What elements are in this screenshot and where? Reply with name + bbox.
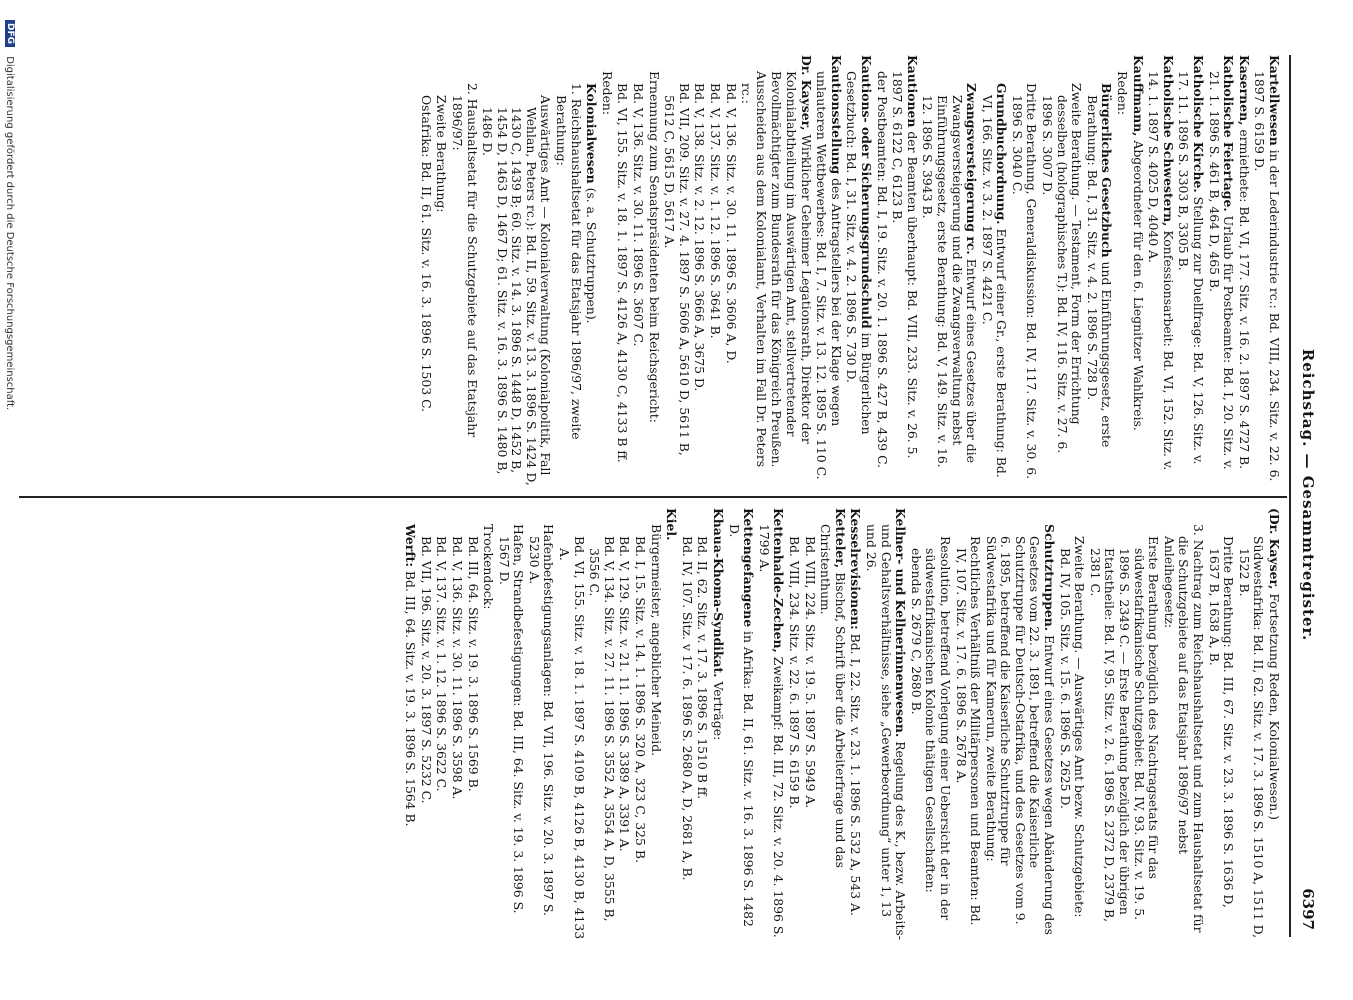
register-entry [848, 508, 863, 940]
entry-keyword: Kesselrevisionen: [848, 508, 864, 630]
register-entry [646, 55, 661, 487]
page-header [1293, 60, 1317, 930]
register-entry [1176, 55, 1205, 487]
register-entry [449, 55, 478, 487]
entry-text: Bd. IV, 107. Sitz. v 17. 6. 1896 S. 2680 A, D, 2681 A, B. [679, 536, 695, 881]
entry-keyword: Kartellwesen [1267, 55, 1282, 146]
entry-keyword: Bürgerliches Gesetzbuch [1099, 83, 1115, 258]
register-entry [554, 55, 583, 487]
entry-text: Reden: [599, 71, 615, 116]
entry-text: Ostafrika: Bd. II, 61. Sitz. v. 16. 3. 1896 S. 1503 C. [418, 95, 434, 413]
entry-text: Wirklicher Geheimer Legationsrath, Direktor der Kolonialabtheilung im Auswärtigen Amt, stellvertretender Bevollmächtigter zum Bundesrath für das Königreich Preußen. [769, 71, 814, 468]
entry-text: Entwurf einer Gr., erste Berathung: Bd. VI, 166. Sitz. v. 3. 2. 1897 S. 4421 C. [979, 95, 1010, 478]
register-entry [465, 508, 480, 940]
entry-text: Regelung des K., bezw. Arbeits- und Gehaltsverhältnisse, siehe „Gewerbeordnung“ unter 1, 13 und 26. [863, 524, 909, 940]
entry-text: Erste Berathung bezüglich des Nachtragsetats für das südwestafrikanische Schutzgebiet: Bd. IV, 93. Sitz. v. 19. 5. 1896 S. 2349 C. — Erste Berathung bezüglich der übrigen Etatstheile: Bd. IV, 95. Sitz. v. 2. 6. 1896 S. 2372 D, 2379 B, 2381 C. [1087, 536, 1162, 923]
right-column [402, 508, 1281, 940]
register-entry [557, 508, 586, 940]
register-entry [599, 55, 614, 487]
register-entry [617, 508, 632, 940]
entry-keyword: Dr. Kayser, [798, 55, 814, 131]
entry-text: 3. Nachtrag zum Reichshaushaltsetat und zum Haushaltsetat für die Schutzgebiete auf das Etatsjahr 1896/97 nebst Anleihegesetz: [1161, 524, 1207, 933]
register-entry [908, 508, 952, 940]
register-entry [418, 508, 433, 940]
register-entry [756, 508, 785, 940]
entry-keyword: Katholische Feiertage. [1221, 55, 1237, 212]
register-entry [723, 55, 738, 487]
entry-text: Auswärtiges Amt — Kolonialverwaltung (Kolonialpolitik, Fall Wehlan, Peters rc.): Bd. II, 59. Sitz. v. 13. 3. 1896 S. 1424 D, 1430 C, 1439 B; 60. Sitz. v. 14. 3. 1896 S. 1448 D, 1452 B, 1454 D, 1463 D, 1467 D; 61. Sitz. v. 16. 3. 1896 S. 1480 B, 1486 D. [480, 95, 554, 486]
entry-text: Trockendock: [481, 524, 497, 610]
register-entry [584, 55, 599, 487]
entry-text: Bd. I, 15. Sitz. v. 14. 1. 1896 S. 320 A, 323 C, 325 B. [633, 536, 649, 863]
entry-keyword: Katholische Kirche. [1191, 55, 1207, 193]
entry-keyword: Kasernen, [1236, 55, 1252, 126]
entry-text: in Afrika: Bd. II, 61. Sitz. v. 16. 3. 1896 S. 1482 D. [726, 524, 757, 927]
register-entry [1130, 55, 1145, 487]
register-entry [1206, 508, 1235, 940]
entry-text: Ausscheiden aus dem Kolonialamt, Verhalten im Fall Dr. Peters rc.: [739, 71, 769, 468]
register-entry [662, 55, 691, 487]
entry-text: Hafen, Strandbefestigungen: Bd. III, 64. Sitz. v. 19. 3. 1896 S. 1567 D. [496, 524, 527, 914]
register-entry [695, 508, 710, 940]
register-entry [802, 508, 817, 940]
register-entry [615, 55, 630, 487]
entry-keyword: Kautions- oder Sicherungsgrundschuld [858, 55, 874, 329]
entry-text: Bd. VII, 196. Sitz. v. 20. 3. 1897 S. 5232 C. [418, 536, 434, 804]
register-entry [844, 55, 873, 487]
entry-text: Dritte Berathung, Generaldiskussion: Bd. IV, 117. Sitz. v. 30. 6. 1896 S. 3040 C. [1009, 83, 1040, 480]
register-entry [710, 508, 725, 940]
entry-text: Zweite Berathung. — Testament, Form der Errichtung desselben (holographisches T.): Bd. IV, 116. Sitz. v. 27. 6. 1896 S. 3007 D. [1040, 83, 1085, 454]
entry-text: 2. Haushaltsetat für die Schutzgebiete auf das Etatsjahr 1896/97: [449, 83, 480, 438]
entry-text: Bd. III, 64. Sitz. v. 19. 3. 1896 S. 1569 B. [465, 536, 481, 792]
register-entry [814, 55, 843, 487]
register-entry [496, 508, 525, 940]
entry-text: und Einführungsgesetz, erste Berathung: Bd. I, 31. Sitz. v. 4. 2. 1896 S. 728 D. [1084, 95, 1115, 448]
entry-text: Ernennung zum Senatspräsidenten beim Reichsgericht: [646, 71, 662, 423]
register-entry [630, 55, 645, 487]
page-title: Reichstag. — Gesammtregister. [1299, 348, 1317, 642]
entry-text: Bd. VIII, 234. Sitz. v. 22. 6. 1897 S. 6159 B. [787, 536, 802, 809]
register-entry [890, 55, 919, 487]
entry-text: Reden: [1115, 71, 1131, 116]
register-entry [1040, 55, 1084, 487]
entry-text: der Postbeamten: Bd. I, 19. Sitz. v. 20. 1. 1896 S. 427 B, 439 C. [874, 71, 890, 469]
register-entry [664, 508, 679, 940]
entry-keyword: Kiel. [664, 508, 680, 541]
entry-keyword: Kettenhalde-Zechen, [771, 508, 787, 653]
entry-text: Bd. V, 136. Sitz. v. 30. 11. 1896 S. 3607 C. [631, 83, 647, 347]
entry-keyword: Grundbuchordnung. [994, 83, 1010, 225]
entry-text: Bd. I, 22. Sitz. v. 23. 1. 1896 S. 532 A, 543 A. [848, 633, 864, 916]
register-entry [707, 55, 722, 487]
register-entry [769, 55, 813, 487]
register-entry [434, 55, 449, 487]
column-divider [19, 496, 1287, 498]
entry-text: 1. Reichshaushaltsetat für das Etatsjahr 1896/97, zweite Berathung: [554, 83, 584, 440]
entry-keyword: Kautionen [904, 55, 920, 128]
entry-text: Zweite Berathung: [434, 95, 450, 213]
entry-keyword: Schutztruppen. [1042, 524, 1058, 632]
entry-text: Fortsetzung Reden, Kolonialwesen.) [1267, 593, 1282, 820]
entry-text: Bd. V, 129. Sitz. v. 21. 11. 1896 S. 3389 A, 3391 A. [617, 536, 633, 852]
register-entry [1236, 55, 1251, 487]
entry-text: Bischof, Schrift über die Arbeiterfrage und das Christenthum. [818, 524, 848, 869]
entry-text: Resolution, betreffend Vorlegung einer Uebersicht der in der südwestafrikanischen Kolonie thätigen Gesellschaften: ebenda S. 2679 C, 2680 B. [908, 536, 953, 921]
register-entry [818, 508, 847, 940]
entry-text: Rechtliches Verhältniß der Militärpersonen und Beamten: Bd. IV, 107. Sitz. v. 17. 6. 1896 S. 2678 A. [953, 536, 984, 926]
entry-text: Entwurf eines Gesetzes über die Zwangsversteigerung und die Zwangsverwaltung nebst Einführungsgesetz, erste Berathung: Bd. V, 149. Sitz. v. 16. 12. 1896 S. 3943 B. [920, 95, 980, 468]
register-entry [1087, 508, 1160, 940]
entry-text: in der Lederindustrie rc.: Bd. VIII, 234. Sitz. v. 22. 6. 1897 S. 6159 D. [1252, 71, 1282, 482]
register-entry [1252, 55, 1281, 487]
entry-text: Dritte Berathung: Bd. III, 67. Sitz. v. 23. 3. 1896 S. 1636 D, 1637 B, 1638 A, B. [1206, 536, 1237, 908]
entry-text: Bd. V, 137. Sitz. v. 1. 12. 1896 S. 3622 C. [434, 536, 450, 792]
register-entry [587, 508, 616, 940]
register-entry [449, 508, 464, 940]
register-entry [920, 55, 978, 487]
entry-text: Zweikampf: Bd. III, 72. Sitz. v. 20. 4. 1896 S. 1799 A. [756, 524, 787, 938]
register-entry [418, 55, 433, 487]
footer-text: Digitalisierung gefördert durch die Deutsche Forschungsgemeinschaft. [4, 56, 15, 411]
entry-text: Bd. VI, 155. Sitz. v. 18. 1. 1897 S. 4126 A, 4130 C, 4133 B ff. [615, 83, 631, 463]
entry-text: Bd. VIII, 224. Sitz. v. 19. 5. 1897 S. 5949 A. [802, 536, 818, 809]
entry-keyword: Kellner- und Kellnerinnenwesen. [893, 508, 909, 738]
register-entry [526, 508, 555, 940]
register-entry [632, 508, 647, 940]
entry-text: ermiethete: Bd. VI, 177. Sitz. v. 16. 2. 1897 S. 4727 B. [1236, 129, 1252, 470]
entry-text: des Antragstellers bei der Klage wegen unlauteren Wettbewerbes: Bd. I, 7. Sitz. v. 13. 12. 1895 S. 110 C. [814, 71, 844, 480]
register-entry [739, 55, 768, 487]
register-entry [648, 508, 663, 940]
entry-text: Bd. VII, 209. Sitz. v. 27. 4. 1897 S. 5606 A, 5610 D, 5611 B, 5612 C, 5615 D, 5617 A. [662, 83, 692, 456]
register-entry [692, 55, 707, 487]
entry-keyword: (Dr. Kayser, [1267, 508, 1282, 590]
entry-text: Bd. VI, 155. Sitz. v. 18. 1. 1897 S. 4109 B, 4126 B, 4130 B, 4133 A. [557, 536, 587, 940]
entry-text: der Beamten überhaupt: Bd. VIII, 233. Sitz. v. 26. 5. 1897 S. 6122 C, 6123 B. [890, 71, 920, 459]
entry-text: Konfessionsarbeit: Bd. VI, 152. Sitz. v. 14. 1. 1897 S. 4025 D, 4040 A. [1146, 71, 1176, 471]
register-entry [874, 55, 889, 487]
entry-text: Entwurf eines Gesetzes wegen Abänderung des Gesetzes vom 22. 3. 1891, betreffend die Kaiserliche Schutztruppe für Deutsch-Ostafrika, und des Gesetzes vom 9. 6. 1895, betreffend die Kaiserliche Schutztruppe für Südwestafrika und für Kamerun, zweite Berathung: [983, 536, 1058, 936]
entry-keyword: Kolonialwesen [584, 83, 600, 184]
register-entry [863, 508, 907, 940]
entry-text: Bd. V, 136. Sitz. v. 30. 11. 1896 S. 3598 A. [449, 536, 465, 800]
entry-keyword: Zwangsversteigerung rc. [964, 83, 980, 255]
entry-text: Hafenbefestigungsanlagen: Bd. VII, 196. Sitz. v. 20. 3. 1897 S. 5230 A. [526, 524, 557, 916]
register-entry [1236, 508, 1265, 940]
footer [1, 20, 15, 980]
entry-text: im Bürgerlichen Gesetzbuch: Bd. I, 31. Sitz. v. 4. 2. 1896 S. 730 D. [844, 71, 874, 435]
header-rule [1289, 55, 1291, 937]
entry-text: Abgeordneter für den 6. Liegnitzer Wahlkreis. [1130, 140, 1146, 431]
entry-keyword: Khaua-Khoma-Syndikat. [711, 508, 727, 678]
entry-text: Stellung zur Duellfrage: Bd. V, 126. Sitz. v. 17. 11. 1896 S. 3303 B, 3305 B. [1176, 71, 1207, 465]
entry-keyword: Ketteler, [832, 508, 848, 569]
register-entry [1009, 55, 1038, 487]
entry-text: Bd. V, 138. Sitz. v. 2. 12. 1896 S. 3666 A, 3675 D. [692, 83, 708, 392]
entry-text: Bd. V, 134. Sitz. v. 27. 11. 1896 S. 3552 A, 3554 A, D, 3555 B, 3556 C. [587, 536, 617, 922]
register-entry [434, 508, 449, 940]
entry-text: Bd. III, 64. Sitz. v. 19. 3. 1896 S. 1564 B. [403, 570, 419, 827]
register-entry [480, 55, 553, 487]
entry-text: Bd. II, 62. Sitz. v. 17. 3. 1896 S. 1510 B ff. [695, 536, 711, 800]
register-entry [1057, 508, 1086, 940]
register-entry [403, 508, 418, 940]
entry-keyword: Katholische Schwestern, [1160, 55, 1176, 227]
entry-text: Bürgermeister, angeblicher Meineid. [648, 524, 664, 757]
register-entry [1206, 55, 1235, 487]
register-entry [953, 508, 982, 940]
entry-text: Verträge: [711, 681, 727, 741]
register-entry [979, 55, 1008, 487]
entry-text: (s. a. Schutztruppen). [584, 187, 600, 324]
register-entry [983, 508, 1056, 940]
entry-text: Zweite Berathung. — Auswärtiges Amt bezw. Schutzgebiete: Bd. IV, 105. Sitz. v. 15. 6. 1896 S. 2625 D. [1057, 536, 1088, 918]
entry-keyword: Kautionsstellung [828, 55, 844, 175]
entry-text: Bd. V, 136. Sitz. v. 30. 11. 1896 S. 3606 A, D. [723, 83, 739, 364]
register-entry [1266, 508, 1281, 940]
register-entry [726, 508, 755, 940]
entry-keyword: Werft: [403, 524, 419, 567]
register-entry [481, 508, 496, 940]
register-entry [1114, 55, 1129, 487]
register-entry [1084, 55, 1113, 487]
entry-text: Urlaub für Postbeamte: Bd. I, 20. Sitz. v. 21. 1. 1896 S. 461 B, 464 D, 465 B. [1206, 71, 1237, 470]
dfg-logo: DFG [5, 20, 15, 47]
register-entry [1146, 55, 1175, 487]
register-entry [679, 508, 694, 940]
entry-keyword: Kauffmann, [1130, 55, 1146, 137]
left-column [417, 55, 1281, 487]
entry-text: Südwestafrika: Bd. II, 62. Sitz. v. 17. 3. 1896 S. 1510 A, 1511 D, 1522 B. [1236, 536, 1267, 939]
register-entry [1161, 508, 1205, 940]
page-number: 6397 [1299, 888, 1317, 930]
entry-keyword: Kettengefangene [741, 508, 757, 628]
register-entry [786, 508, 801, 940]
entry-text: Bd. V, 137. Sitz. v. 1. 12. 1896 S. 3641 B. [708, 83, 724, 339]
